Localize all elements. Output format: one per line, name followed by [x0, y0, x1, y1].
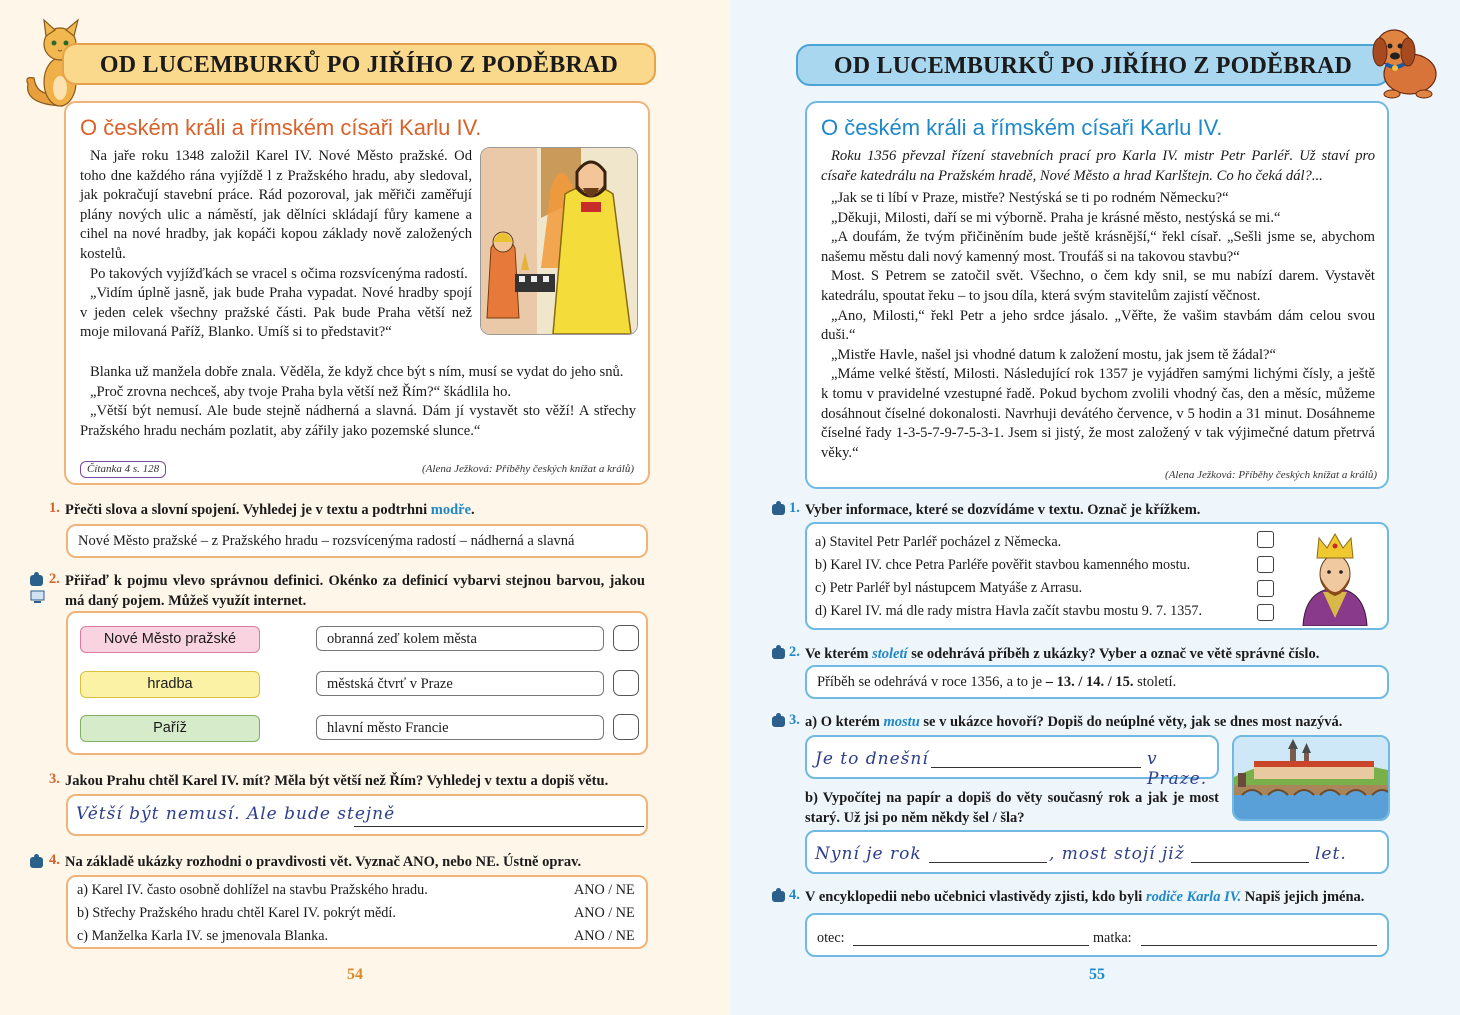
task-2-instruction: Přiřaď k pojmu vlevo správnou definici. Okénko za definicí vybarvi stejnou barvou, jakou má daný pojem. Můžeš využít internet.: [65, 573, 645, 609]
option-c: c) Petr Parléř byl nástupcem Matyáše z Arrasu.: [815, 580, 1083, 596]
term-pariz: Paříž: [80, 715, 260, 742]
task-2-number: 2.: [49, 571, 60, 587]
chapter-banner: OD LUCEMBURKŮ PO JIŘÍHO Z PODĚBRAD: [796, 44, 1390, 86]
task-2-matching-box: [66, 611, 648, 755]
story-dialogue: „Jak se ti líbí v Praze, mistře? Nestýská se ti po rodném Německu?“ „Děkuji, Milosti, daří se mi výborně. Praha je krásné město, nestýská se mi.“ „A doufám, že tvým přičiněním bude ještě krásnější,“ řekl císař. „Sešli jsme se, abychom našemu městu dali nový kamenný most. Troufáš si na takovou stavbu?“ Most. S Petrem se zatočil svět. Všechno, o čem kdy snil, se mu nabízí darem. Vystavět katedrálu, spoutat řeku – to jsou díla, která svým stavitelům zajistí věčnost. „Ano, Milosti,“ řekl Petr a jeho srdce jásalo. „Věřte, že vašim stavbám dám celou svou duši.“ „Mistře Havle, našel jsi vhodné datum k založení mostu, jak jsem tě žádal?“ „Máme velké štěstí, Milosti. Následující rok 1357 je vyjádřen samými lichými čísly, a ještě k tomu v pravidelné vzestupné řadě. Pokud bychom zvolili vhodný čas, den a měsíc, můžeme dosáhnout číselné dokonalosti. Navrhuji devátého července, v 5 hodin a 31 minut. Dosáhneme číselné řady 1-3-5-7-9-7-5-3-1. Jsem si jistý, že most založený v tak výjimečné datum přetrvá věky.“: [821, 190, 1375, 461]
task-3b-handwriting-1: Nyní je rok: [815, 844, 922, 864]
story-title: O českém králi a římském císaři Karlu IV.: [821, 115, 1223, 140]
color-box-2[interactable]: [613, 670, 639, 696]
definition-1: obranná zeď kolem města: [316, 626, 604, 651]
task-3b-handwriting-2: , most stojí již: [1049, 844, 1185, 864]
task-4-answer-box: [805, 913, 1389, 957]
term-nove-mesto: Nové Město pražské: [80, 626, 260, 653]
task-4-number: 4.: [49, 852, 60, 868]
father-label: otec:: [817, 930, 845, 946]
option-b: b) Karel IV. chce Petra Parléře pověřit stavbou kamenného mostu.: [815, 557, 1191, 573]
karel-blanka-illustration: [480, 147, 638, 335]
task-4-number: 4.: [789, 887, 800, 903]
current-year-line[interactable]: [929, 862, 1047, 863]
checkbox-a[interactable]: [1257, 531, 1274, 548]
choice-c[interactable]: ANO / NE: [574, 928, 635, 944]
king-portrait: [1295, 528, 1375, 626]
story-box: [64, 101, 650, 485]
task-1-answer-box: [805, 522, 1389, 630]
bridge-name-line[interactable]: [931, 767, 1141, 768]
story-paragraph-1: Na jaře roku 1348 založil Karel IV. Nové Město pražské. Od toho dne každého rána vyjíždě l z Pražského hradu, aby sledoval, jak pokračují stavební práce. Rád pozoroval, jak měřiči zaměřují plány nových ulic a náměstí, jak dělníci skládají fůry kamene a cihel na nové hradby, jak kopáči kopou základy nově založených kostelů. Po takových vyjížďkách se vracel s očima rozsvícenýma radostí. „Vidím úplně jasně, jak bude Praha vypadat. Nové hradby spojí v jeden celek všechny pražské části. Pak bude Praha větší než moje milovaná Paříž, Blanko. Umíš si to představit?“: [80, 148, 472, 341]
puzzle-icon: [772, 504, 785, 515]
task-3-answer-box: [66, 794, 648, 836]
task-3a-instruction: a) O kterém mostu se v ukázce hovoří? Dopiš do neúplné věty, jak se dnes most nazývá.: [805, 714, 1343, 730]
choice-b[interactable]: ANO / NE: [574, 905, 635, 921]
option-a: a) Stavitel Petr Parléř pocházel z Německa.: [815, 534, 1062, 550]
task-1-phrases: Nové Město pražské – z Pražského hradu – rozsvícenýma radostí – nádherná a slavná: [78, 533, 575, 549]
page-55: [730, 0, 1460, 1015]
task-3a-answer-box: [805, 735, 1219, 789]
page-number: 55: [1089, 966, 1105, 983]
definition-2: městská čtvrť v Praze: [316, 671, 604, 696]
task-4-instruction: V encyklopedii nebo učebnici vlastivědy zjisti, kdo byli rodiče Karla IV. Napiš jejich jména.: [805, 889, 1365, 905]
puzzle-icon: [772, 716, 785, 727]
statement-c: c) Manželka Karla IV. se jmenovala Blanka.: [77, 928, 329, 944]
century-word: století.: [1137, 674, 1177, 690]
task-4-answer-box: [66, 875, 648, 949]
story-intro: Roku 1356 převzal řízení stavebních prací pro Karla IV. mistr Petr Parléř. Už staví pro císaře katedrálu na Pražském hradě, Nové Město a hrad Karlštejn. Co ho čeká dál?...: [821, 148, 1375, 184]
page-number: 54: [347, 966, 363, 983]
statement-a: a) Karel IV. často osobně dohlížel na stavbu Pražského hradu.: [77, 882, 428, 898]
computer-icon: [30, 590, 46, 604]
chapter-banner: OD LUCEMBURKŮ PO JIŘÍHO Z PODĚBRAD: [62, 43, 656, 85]
choice-a[interactable]: ANO / NE: [574, 882, 635, 898]
prague-bridge-illustration: [1232, 735, 1390, 821]
century-sentence: Příběh se odehrává v roce 1356, a to je: [817, 674, 1043, 690]
mother-name-line[interactable]: [1141, 945, 1377, 946]
task-1-answer-box: [66, 524, 648, 558]
task-2-answer-box: [805, 665, 1389, 699]
option-d: d) Karel IV. má dle rady mistra Havla začít stavbu mostu 9. 7. 1357.: [815, 603, 1203, 619]
statement-b: b) Střechy Pražského hradu chtěl Karel IV. pokrýt mědí.: [77, 905, 396, 921]
story-title: O českém králi a římském císaři Karlu IV.: [80, 115, 482, 140]
term-hradba: hradba: [80, 671, 260, 698]
definition-3: hlavní město Francie: [316, 715, 604, 740]
puzzle-icon: [772, 648, 785, 659]
puzzle-icon: [772, 891, 785, 902]
task-3b-instruction: b) Vypočítej na papír a dopiš do věty současný rok a jak je most starý. Už jsi po něm někdy šel / šla?: [805, 790, 1219, 826]
task-1-instruction: Přečti slova a slovní spojení. Vyhledej je v textu a podtrhni modře.: [65, 502, 475, 518]
task-3-handwriting: Větší být nemusí. Ale bude stejně: [76, 804, 396, 824]
story-source: (Alena Ježková: Příběhy českých knížat a králů): [1165, 469, 1377, 481]
story-source: (Alena Ježková: Příběhy českých knížat a králů): [422, 463, 634, 475]
task-3b-answer-box: [805, 830, 1389, 874]
puzzle-icon: [30, 575, 43, 586]
story-box: [805, 101, 1389, 489]
task-4-instruction: Na základě ukázky rozhodni o pravdivosti vět. Vyznač ANO, nebo NE. Ústně oprav.: [65, 854, 582, 870]
task-3-number: 3.: [49, 771, 60, 787]
century-choices[interactable]: – 13. / 14. / 15.: [1045, 674, 1134, 690]
task-2-number: 2.: [789, 644, 800, 660]
task-3a-handwriting-2: v Praze.: [1147, 749, 1208, 789]
dog-icon: [1358, 18, 1448, 100]
reader-reference: Čítanka 4 s. 128: [80, 461, 166, 478]
task-3-number: 3.: [789, 712, 800, 728]
story-paragraph-2: Blanka už manžela dobře znala. Věděla, že když chce být s ním, musí se vydat do jeho snů. „Proč zrovna nechceš, aby tvoje Praha byla větší než Řím?“ škádlila ho. „Větší být nemusí. Ale bude stejně nádherná a slavná. Dám jí vystavět sto věží! A střechy Pražského hradu nechám pozlatit, aby zářily jako pozemské slunce.“: [80, 364, 636, 439]
color-box-1[interactable]: [613, 625, 639, 651]
bridge-age-line[interactable]: [1191, 862, 1309, 863]
father-name-line[interactable]: [853, 945, 1089, 946]
task-1-number: 1.: [789, 500, 800, 516]
task-3-write-line[interactable]: [354, 826, 644, 827]
mother-label: matka:: [1093, 930, 1132, 946]
task-1-instruction: Vyber informace, které se dozvídáme v textu. Označ je křížkem.: [805, 502, 1201, 518]
checkbox-b[interactable]: [1257, 556, 1274, 573]
puzzle-icon: [30, 857, 43, 868]
task-3b-handwriting-3: let.: [1315, 844, 1347, 864]
color-box-3[interactable]: [613, 714, 639, 740]
task-2-instruction: Ve kterém století se odehrává příběh z ukázky? Vyber a označ ve větě správné číslo.: [805, 646, 1320, 662]
task-3a-handwriting-1: Je to dnešní: [815, 749, 929, 769]
checkbox-d[interactable]: [1257, 604, 1274, 621]
task-1-number: 1.: [49, 500, 60, 516]
checkbox-c[interactable]: [1257, 580, 1274, 597]
task-3-instruction: Jakou Prahu chtěl Karel IV. mít? Měla být větší než Řím? Vyhledej v textu a dopiš větu.: [65, 773, 609, 789]
